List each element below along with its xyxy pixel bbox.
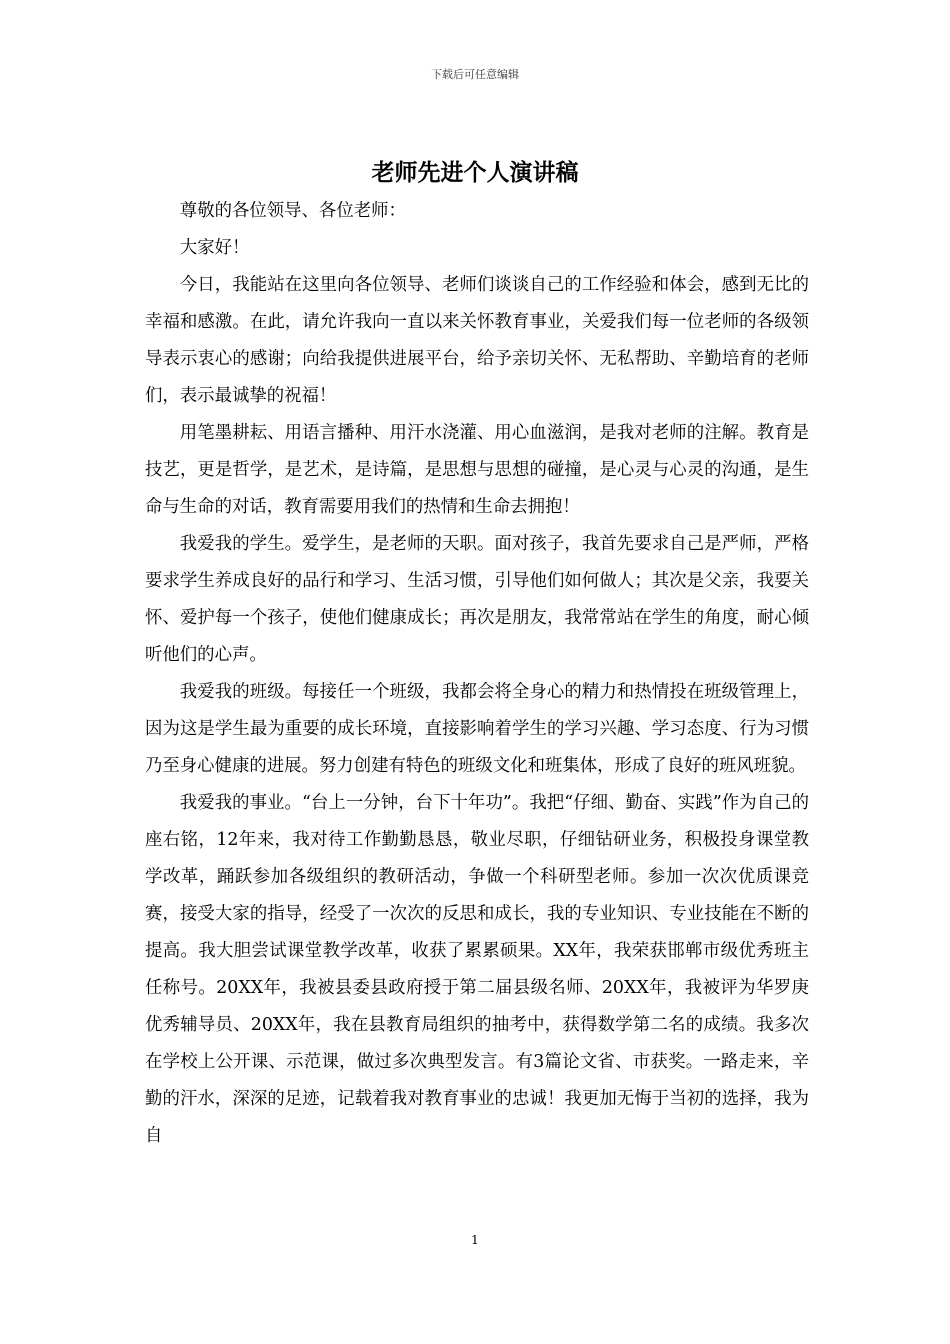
salutation: 尊敬的各位领导、各位老师： [179,201,406,221]
header-note: 下载后可任意编辑 [431,68,519,81]
document-title: 老师先进个人演讲稿 [371,159,579,186]
page-number: 1 [471,1233,479,1247]
paragraph-class: 我爱我的班级。每接任一个班级，我都会将全身心的精力和热情投在班级管理上，因为这是学生最为重要的成长环境，直接影响着学生的学习兴趣、学习态度、行为习惯乃至身心健康的进展。努力创建有特色的班级文化和班集体，形成了良好的班风班貌。 [145,682,809,776]
document-body [145,193,809,1155]
greeting: 大家好！ [179,238,250,258]
paragraph-intro: 今日，我能站在这里向各位领导、老师们谈谈自己的工作经验和体会，感到无比的幸福和感激。在此，请允许我向一直以来关怀教育事业，关爱我们每一位老师的各级领导表示衷心的感谢；向给我提供进展平台，给予亲切关怀、无私帮助、辛勤培育的老师们，表示最诚挚的祝福！ [145,275,809,406]
paragraph-definition: 用笔墨耕耘、用语言播种、用汗水浇灌、用心血滋润，是我对老师的注解。教育是技艺，更是哲学，是艺术，是诗篇，是思想与思想的碰撞，是心灵与心灵的沟通，是生命与生命的对话，教育需要用我们的热情和生命去拥抱！ [145,423,809,517]
paragraph-career: 我爱我的事业。“台上一分钟，台下十年功”。我把“仔细、勤奋、实践”作为自己的座右铭，12年来，我对待工作勤勤恳恳，敬业尽职，仔细钻研业务，积极投身课堂教学改革，踊跃参加各级组织的教研活动，争做一个科研型老师。参加一次次优质课竞赛，接受大家的指导，经受了一次次的反思和成长，我的专业知识、专业技能在不断的提高。我大胆尝试课堂教学改革，收获了累累硕果。XX年，我荣获邯郸市级优秀班主任称号。20XX年，我被县委县政府授于第二届县级名师、20XX年，我被评为华罗庚优秀辅导员、20XX年，我在县教育局组织的抽考中，获得数学第二名的成绩。我多次在学校上公开课、示范课，做过多次典型发言。有3篇论文省、市获奖。一路走来，辛勤的汗水，深深的足迹，记载着我对教育事业的忠诚！我更加无悔于当初的选择，我为自 [145,793,809,1146]
paragraph-students: 我爱我的学生。爱学生，是老师的天职。面对孩子，我首先要求自己是严师，严格要求学生养成良好的品行和学习、生活习惯，引导他们如何做人；其次是父亲，我要关怀、爱护每一个孩子，使他们健康成长；再次是朋友，我常常站在学生的角度，耐心倾听他们的心声。 [145,534,809,665]
